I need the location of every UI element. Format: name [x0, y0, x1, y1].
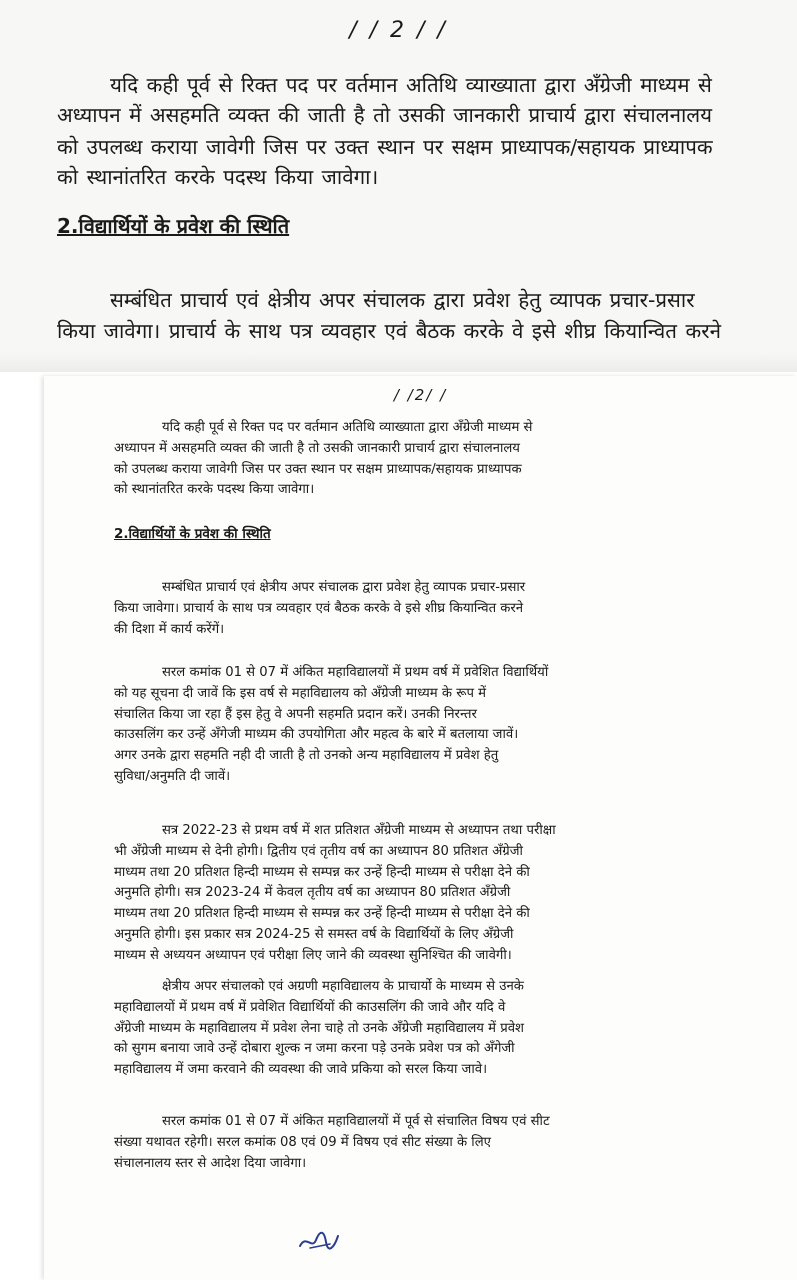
text-line: किया जावेगा। प्राचार्य के साथ पत्र व्यवहार एवं बैठक करके वे इसे शीघ्र कियान्वित करने [114, 600, 524, 616]
document-page [44, 376, 797, 1280]
text-line: की दिशा में कार्य करेंगें। [114, 621, 225, 637]
text-line: सरल कमांक 01 से 07 में अंकित महाविद्यालयों में पूर्व से संचालित विषय एवं सीट [162, 1114, 550, 1129]
section-heading: 2.विद्यार्थियों के प्रवेश की स्थिति [57, 214, 290, 238]
text-line: सुविधा/अनुमति दी जावें। [114, 768, 231, 784]
text-line: संचालनालय स्तर से आदेश दिया जावेगा। [114, 1155, 307, 1171]
crop-edge [0, 352, 797, 372]
text-line: संचालित किया जा रहा हैं इस हेतु वे अपनी सहमति प्रदान करें। उनकी निरन्तर [114, 706, 477, 722]
signature-mark [296, 1224, 340, 1254]
text-line: अँग्रेजी माध्यम के महाविद्यालय में प्रवेश लेना चाहे तो उनके अँग्रेजी महाविद्यालय में प्रवेश [114, 1020, 525, 1036]
paragraph-seat-count [114, 1112, 764, 1174]
paragraph-publicity [114, 578, 764, 640]
text-line: को उपलब्ध कराया जावेगी जिस पर उक्त स्थान पर सक्षम प्राध्यापक/सहायक प्राध्यापक [114, 461, 522, 477]
text-line: को यह सूचना दी जावें कि इस वर्ष से महाविद्यालय को अँग्रेजी माध्यम के रूप में [114, 685, 487, 701]
text-line: काउसलिंग कर उन्हें अँगेजी माध्यम की उपयोगिता और महत्व के बारे में बतलाया जावें। [114, 727, 519, 743]
text-line: अध्यापन में असहमति व्यक्त की जाती है तो उसकी जानकारी प्राचार्य द्वारा संचालनालय [57, 103, 713, 127]
section-heading: 2.विद्यार्थियों के प्रवेश की स्थिति [114, 526, 271, 542]
paragraph-session-plan [114, 821, 764, 967]
text-line: माध्यम तथा 20 प्रतिशत हिन्दी माध्यम से सम्पन्न कर उन्हें हिन्दी माध्यम से परीक्षा देने की [114, 906, 530, 922]
text-line: महाविद्यालयों में प्रथम वर्ष में प्रवेशित विद्यार्थियों की काउसलिंग की जावे और यदि वे [114, 999, 506, 1015]
text-line: को उपलब्ध कराया जावेगी जिस पर उक्त स्थान पर सक्षम प्राध्यापक/सहायक प्राध्यापक [57, 135, 713, 159]
text-line: सत्र 2022-23 से प्रथम वर्ष में शत प्रतिशत अँग्रेजी माध्यम से अध्यापन तथा परीक्षा [162, 823, 556, 838]
paragraph-counselling [114, 977, 764, 1081]
text-line: अध्यापन में असहमति व्यक्त की जाती है तो उसकी जानकारी प्राचार्य द्वारा संचालनालय [114, 440, 520, 456]
page-number: / / 2 / / [349, 18, 448, 43]
text-line: अगर उनके द्वारा सहमति नही दी जाती है तो उनको अन्य महाविद्यालय में प्रवेश हेतु [114, 748, 499, 764]
text-line: माध्यम तथा 20 प्रतिशत हिन्दी माध्यम से सम्पन्न कर उन्हें हिन्दी माध्यम से परीक्षा देने की [114, 864, 530, 880]
text-line: अनुमति होगी। सत्र 2023-24 में केवल तृतीय वर्ष का अध्यापन 80 प्रतिशत अँग्रेजी [114, 885, 511, 901]
text-line: सम्बंधित प्राचार्य एवं क्षेत्रीय अपर संचालक द्वारा प्रवेश हेतु व्यापक प्रचार-प्रसार [110, 288, 695, 312]
text-line: यदि कही पूर्व से रिक्त पद पर वर्तमान अतिथि व्याख्याता द्वारा अँग्रेजी माध्यम से [162, 420, 533, 435]
text-line: अनुमति होगी। इस प्रकार सत्र 2024-25 से समस्त वर्ष के विद्यार्थियों के लिए अँग्रेजी [114, 926, 514, 942]
text-line: किया जावेगा। प्राचार्य के साथ पत्र व्यवहार एवं बैठक करके वे इसे शीघ्र कियान्वित करने [57, 319, 721, 343]
text-line: को स्थानांतरित करके पदस्थ किया जावेगा। [114, 482, 315, 498]
text-line: सरल कमांक 01 से 07 में अंकित महाविद्यालयों में प्रथम वर्ष में प्रवेशित विद्यार्थियों [162, 665, 549, 680]
text-line: को स्थानांतरित करके पदस्थ किया जावेगा। [57, 165, 379, 189]
text-line: यदि कही पूर्व से रिक्त पद पर वर्तमान अतिथि व्याख्याता द्वारा अँग्रेजी माध्यम से [110, 73, 712, 97]
text-line: माध्यम से अध्ययन अध्यापन एवं परीक्षा लिए जाने की व्यवस्था सुनिश्चित की जावेगी। [114, 947, 512, 963]
text-line: भी अँग्रेजी माध्यम से देनी होगी। द्वितीय एवं तृतीय वर्ष का अध्यापन 80 प्रतिशत अँग्रेजी [114, 843, 523, 859]
zoomed-page-crop [0, 0, 797, 372]
text-line: सम्बंधित प्राचार्य एवं क्षेत्रीय अपर संचालक द्वारा प्रवेश हेतु व्यापक प्रचार-प्रसार [162, 580, 526, 595]
text-line: संख्या यथावत रहेगी। सरल कमांक 08 एवं 09 में विषय एवं सीट संख्या के लिए [114, 1134, 491, 1150]
paragraph-student-consent [114, 663, 764, 788]
paragraph-vacant-posts [114, 418, 764, 501]
text-line: महाविद्यालय में जमा करवाने की व्यवस्था की जावे प्रकिया को सरल किया जावे। [114, 1062, 488, 1078]
text-line: को सुगम बनाया जावे उन्हें दोबारा शुल्क न जमा करना पड़े उनके प्रवेश पत्र को अँगेजी [114, 1041, 515, 1057]
text-line: क्षेत्रीय अपर संचालको एवं अग्रणी महाविद्यालय के प्राचार्यो के माध्यम से उनके [162, 979, 524, 994]
page-number: / /2/ / [393, 386, 448, 404]
